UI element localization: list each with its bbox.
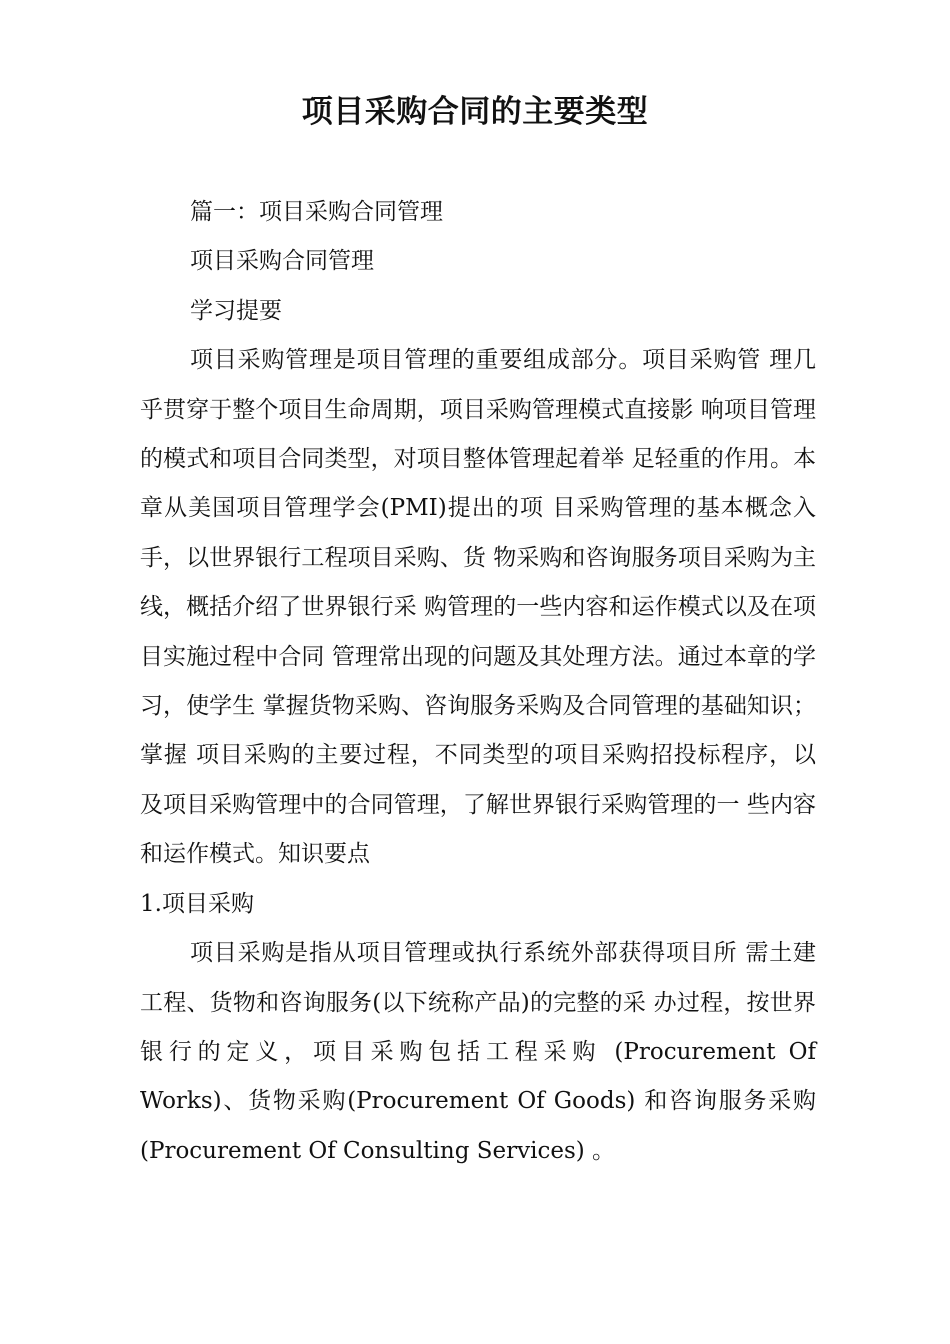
subsection-heading: 项目采购合同管理 xyxy=(190,248,374,275)
definition-paragraph: 项目采购是指从项目管理或执行系统外部获得项目所 需土建工程、货物和咨询服务(以下统称产品)的完整的采 办过程，按世界银行的定义，项目采购包括工程采购 (Procurement Of Works)、货物采购(Procurement Of Goods) 和咨询服务采购(Procurement Of Consulting Services) 。 xyxy=(140,940,816,1164)
document-body xyxy=(140,188,816,1176)
document-title: 项目采购合同的主要类型 xyxy=(301,94,649,130)
numbered-heading: 1.项目采购 xyxy=(140,890,254,917)
study-summary-heading: 学习提要 xyxy=(190,297,282,324)
summary-paragraph: 项目采购管理是项目管理的重要组成部分。项目采购管 理几乎贯穿于整个项目生命周期，项目采购管理模式直接影 响项目管理的模式和项目合同类型，对项目整体管理起着举 足轻重的作用。本章从美国项目管理学会(PMI)提出的项 目采购管理的基本概念入手，以世界银行工程项目采购、货 物采购和咨询服务项目采购为主线，概括介绍了世界银行采 购管理的一些内容和运作模式以及在项目实施过程中合同 管理常出现的问题及其处理方法。通过本章的学习，使学生 掌握货物采购、咨询服务采购及合同管理的基础知识；掌握 项目采购的主要过程，不同类型的项目采购招投标程序，以 及项目采购管理中的合同管理，了解世界银行采购管理的一 些内容和运作模式。知识要点 xyxy=(140,347,816,868)
section-heading: 篇一：项目采购合同管理 xyxy=(190,199,443,225)
